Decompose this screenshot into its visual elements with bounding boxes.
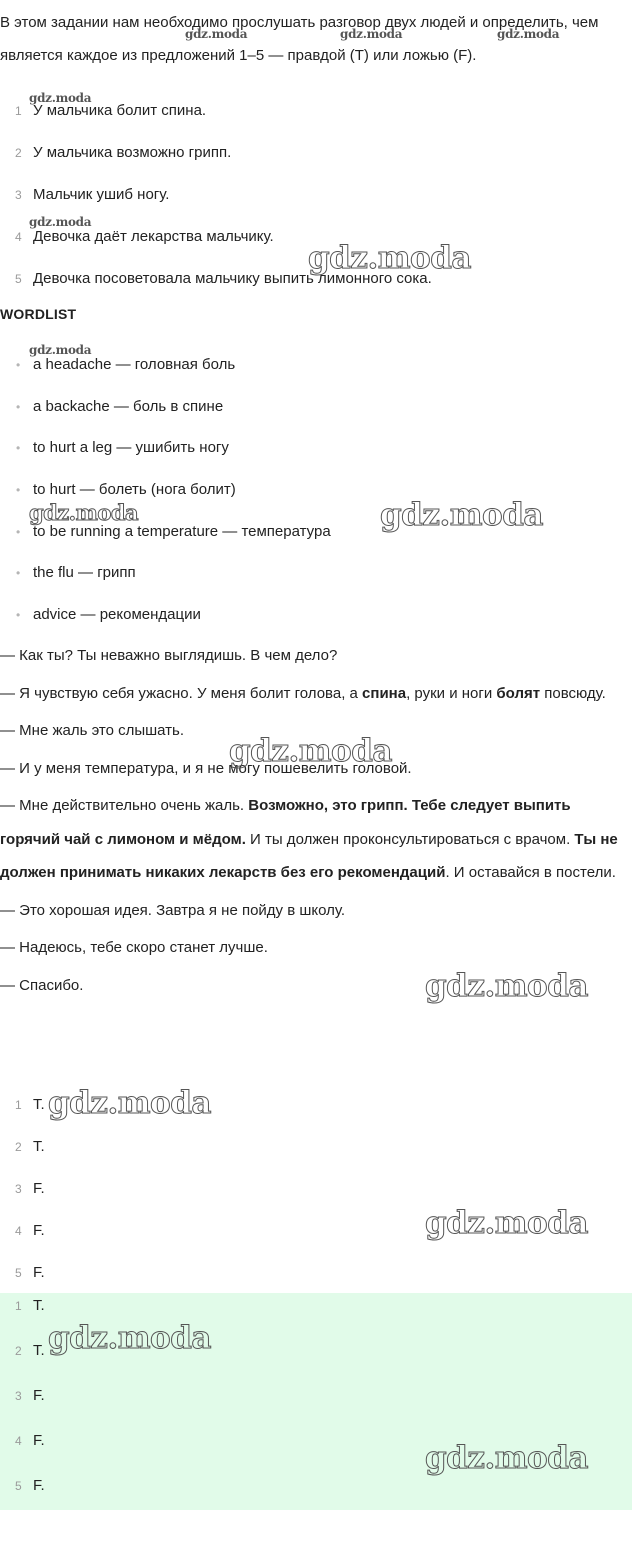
list-item [0, 439, 632, 481]
item-number: 4 [15, 1224, 22, 1238]
dialogue-line: — Как ты? Ты неважно выглядишь. В чем дело? [0, 647, 338, 664]
word-entry: the flu — грипп [33, 564, 136, 582]
watermark: gdz.moda [29, 500, 139, 525]
watermark: gdz.moda [185, 27, 248, 41]
watermark: gdz.moda [48, 1085, 211, 1121]
list-item [0, 398, 632, 440]
list-item [0, 1138, 632, 1180]
statement-text: Мальчик ушиб ногу. [33, 186, 170, 203]
statement-text: Девочка посоветовала мальчику выпить лимонного сока. [33, 270, 432, 287]
item-number: 3 [15, 1389, 22, 1403]
dialogue-text: И ты должен проконсультироваться с врачом. [245, 830, 575, 848]
answers-list [0, 1096, 632, 1306]
list-item [0, 1477, 632, 1522]
watermark: gdz.moda [29, 215, 92, 229]
statement-text: Девочка даёт лекарства мальчику. [33, 228, 274, 245]
watermark: gdz.moda [29, 343, 92, 357]
wordlist-heading: WORDLIST [0, 306, 77, 322]
list-item [0, 144, 632, 186]
dialogue-line: — И у меня температура, и я не могу пошевелить головой. [0, 759, 412, 777]
dialogue-text: , руки и ноги [406, 684, 497, 702]
dialogue-bold-text: Ты не должен принимать никаких лекарств без его рекомендаций [0, 830, 618, 881]
dialogue-line [0, 789, 632, 889]
word-entry: a backache — боль в спине [33, 397, 224, 415]
dialogue-line: — Мне жаль это слышать. [0, 722, 185, 740]
statements-list [0, 102, 632, 312]
watermark: gdz.moda [229, 733, 392, 769]
list-item [0, 356, 632, 398]
word-entry: to be running a temperature — температура [33, 522, 331, 540]
watermark: gdz.moda [48, 1320, 211, 1356]
item-number: 4 [15, 230, 22, 244]
answer-text: T. [33, 1096, 45, 1113]
watermark: gdz.moda [380, 497, 543, 533]
answer-text: F. [33, 1264, 45, 1281]
dialogue-text: — Мне действительно очень жаль. [0, 797, 249, 815]
item-number: 5 [15, 1266, 22, 1280]
statement-text: У мальчика возможно грипп. [33, 144, 232, 161]
item-number: 1 [15, 1098, 22, 1112]
dialogue-line: — Спасибо. [0, 976, 84, 994]
item-number: 1 [15, 1299, 22, 1313]
dialogue-bold-text: болят [496, 684, 541, 702]
list-item [0, 186, 632, 228]
dialogue [0, 639, 632, 1006]
answer-text: T. [33, 1297, 45, 1314]
watermark: gdz.moda [425, 1440, 588, 1476]
bullet-icon: • [16, 566, 21, 581]
watermark: gdz.moda [308, 240, 471, 276]
dialogue-bold-text: спина [362, 684, 407, 702]
answer-text: T. [33, 1138, 45, 1155]
bullet-icon: • [16, 441, 21, 456]
list-item [0, 102, 632, 144]
list-item [0, 564, 632, 606]
bullet-icon: • [16, 608, 21, 623]
item-number: 3 [15, 1182, 22, 1196]
item-number: 2 [15, 146, 22, 160]
dialogue-text: . И оставайся в постели. [445, 863, 616, 881]
bullet-icon: • [16, 399, 21, 414]
dialogue-line: — Надеюсь, тебе скоро станет лучше. [0, 939, 268, 957]
word-entry: advice — рекомендации [33, 606, 201, 624]
item-number: 3 [15, 188, 22, 202]
bullet-icon: • [16, 358, 21, 372]
watermark: gdz.moda [425, 1205, 588, 1241]
dialogue-text: — Я чувствую себя ужасно. У меня болит голова, а [0, 684, 363, 702]
word-entry: to hurt a leg — ушибить ногу [33, 439, 229, 457]
item-number: 1 [15, 104, 22, 118]
dialogue-text: повсюду. [540, 684, 606, 702]
bullet-icon: • [16, 483, 21, 498]
dialogue-bold-text: Возможно, это грипп. Тебе следует выпить горячий чай с лимоном и мёдом. [0, 797, 571, 848]
answer-text: T. [33, 1342, 45, 1359]
statement-text: У мальчика болит спина. [33, 102, 207, 119]
watermark: gdz.moda [340, 27, 403, 41]
word-entry: a headache — головная боль [33, 356, 236, 373]
answer-text: F. [33, 1222, 45, 1239]
watermark: gdz.moda [425, 968, 588, 1004]
list-item [0, 270, 632, 312]
item-number: 5 [15, 272, 22, 286]
watermark: gdz.moda [29, 91, 92, 105]
answer-text: F. [33, 1180, 45, 1197]
answer-text: F. [33, 1477, 45, 1494]
intro-paragraph: В этом задании нам необходимо прослушать разговор двух людей и определить, чем является каждое из предложений 1–5 — правдой (T) или ложью (F). [0, 14, 599, 64]
answer-text: F. [33, 1432, 45, 1449]
item-number: 5 [15, 1479, 22, 1493]
item-number: 2 [15, 1140, 22, 1154]
dialogue-line: — Это хорошая идея. Завтра я не пойду в школу. [0, 901, 346, 919]
list-item [0, 1387, 632, 1432]
answer-text: F. [33, 1387, 45, 1404]
word-entry: to hurt — болеть (нога болит) [33, 481, 236, 499]
bullet-icon: • [16, 524, 21, 539]
dialogue-line [0, 677, 632, 710]
item-number: 4 [15, 1434, 22, 1448]
item-number: 2 [15, 1344, 22, 1358]
watermark: gdz.moda [497, 27, 560, 41]
